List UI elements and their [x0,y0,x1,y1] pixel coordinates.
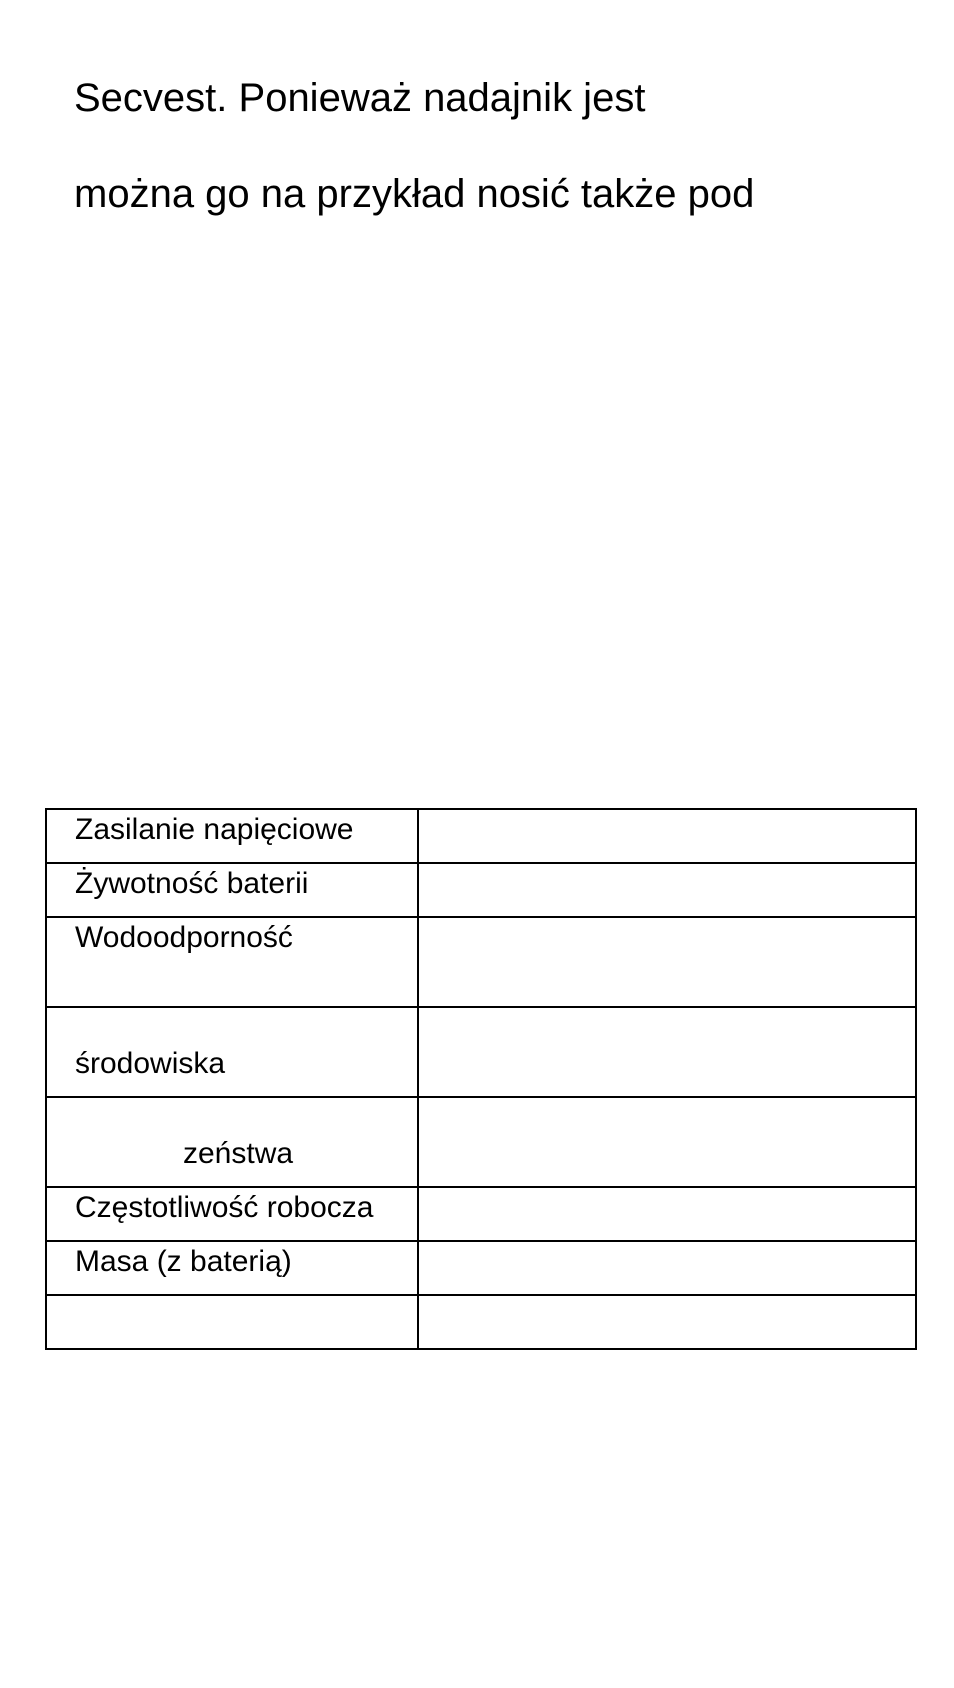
spec-value-cell [418,1097,916,1187]
spec-label: Zasilanie napięciowe [75,813,354,846]
spec-value [419,1188,915,1193]
spec-label: zeństwa [183,1137,294,1170]
table-row [46,1241,916,1295]
table-row [46,809,916,863]
spec-value-cell [418,863,916,917]
spec-value [419,864,915,869]
spec-label-cell [46,917,418,1007]
intro-text-line-2: można go na przykład nosić także pod [74,172,755,216]
spec-label: Żywotność baterii [75,867,309,900]
spec-label-cell [46,1187,418,1241]
spec-value [419,1098,915,1139]
table-row [46,1187,916,1241]
spec-label-cell [46,1097,418,1187]
spec-label: Masa (z baterią) [75,1245,292,1278]
table-row [46,863,916,917]
spec-value-cell [418,917,916,1007]
spec-value [419,918,915,923]
intro-text-line-1: Secvest. Ponieważ nadajnik jest [74,76,646,120]
spec-value [419,810,915,815]
spec-label-cell [46,863,418,917]
spec-value-cell [418,1007,916,1097]
spec-label: Częstotliwość robocza [75,1191,374,1224]
spec-label-cell [46,1241,418,1295]
spec-value-cell [418,1295,916,1349]
spec-label-cell [46,1295,418,1349]
spec-label: środowiska [75,1047,226,1080]
table-row [46,1007,916,1097]
spec-value-cell [418,1187,916,1241]
spec-label-cell [46,809,418,863]
table-row [46,1097,916,1187]
spec-table [45,808,917,1350]
spec-label [47,1296,417,1301]
table-row [46,917,916,1007]
spec-label: Wodoodporność [75,921,293,954]
spec-value-cell [418,809,916,863]
spec-value-cell [418,1241,916,1295]
table-row [46,1295,916,1349]
spec-value [419,1242,915,1247]
spec-label-cell [46,1007,418,1097]
spec-value [419,1296,915,1301]
spec-value [419,1008,915,1049]
